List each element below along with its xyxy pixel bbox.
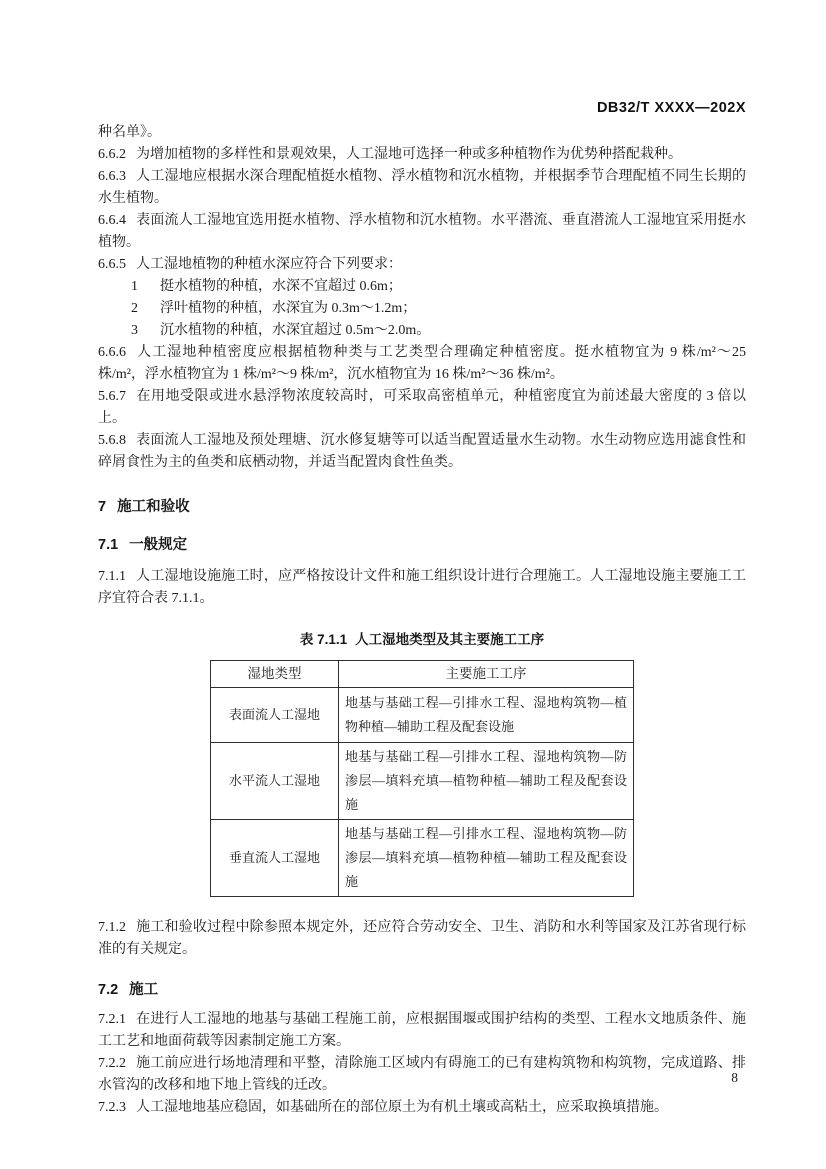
clause-7-2-3 xyxy=(98,1097,746,1119)
section-title: 施工和验收 xyxy=(117,499,190,515)
clause-text: 人工湿地植物的种植水深应符合下列要求： xyxy=(136,257,402,272)
clause-text: 在用地受限或进水悬浮物浓度较高时，可采取高密植单元，种植密度宜为前述最大密度的 3 倍以上。 xyxy=(98,389,746,426)
clause-text: 表面流人工湿地及预处理塘、沉水修复塘等可以适当配置适量水生动物。水生动物应选用滤食性和碎屑食性为主的鱼类和底栖动物，并适当配置肉食性鱼类。 xyxy=(98,433,746,470)
list-item-3 xyxy=(131,320,746,342)
clause-7-1-1 xyxy=(98,566,746,610)
section-number: 7 xyxy=(98,499,107,515)
clause-6-6-6 xyxy=(98,342,746,386)
clause-7-2-2 xyxy=(98,1053,746,1097)
table-caption-label: 表 7.1.1 xyxy=(299,632,348,647)
subsection-heading-7-2 xyxy=(98,979,746,1001)
clause-text: 人工湿地地基应稳固，如基础所在的部位原土为有机土壤或高粘土，应采取换填措施。 xyxy=(136,1100,668,1115)
clause-text: 施工前应进行场地清理和平整，清除施工区域内有碍施工的已有建构筑物和构筑物，完成道路、排水管沟的改移和地下地上管线的迁改。 xyxy=(98,1056,746,1093)
cell-main-process: 地基与基础工程—引排水工程、湿地构筑物—防渗层—填料充填—植物种植—辅助工程及配套设施 xyxy=(339,820,634,897)
cell-main-process: 地基与基础工程—引排水工程、湿地构筑物—防渗层—填料充填—植物种植—辅助工程及配套设施 xyxy=(339,743,634,820)
list-item-number: 3 xyxy=(131,323,138,338)
clause-5-6-7 xyxy=(98,386,746,430)
clause-text: 表面流人工湿地宜选用挺水植物、浮水植物和沉水植物。水平潜流、垂直潜流人工湿地宜采用挺水植物。 xyxy=(98,213,746,250)
subsection-number: 7.1 xyxy=(98,537,119,553)
clause-number: 7.2.3 xyxy=(98,1100,126,1115)
clause-text: 施工和验收过程中除参照本规定外，还应符合劳动安全、卫生、消防和水利等国家及江苏省现行标准的有关规定。 xyxy=(98,920,746,957)
clause-number: 5.6.8 xyxy=(98,433,126,448)
clause-number: 7.1.1 xyxy=(98,569,126,584)
clause-7-1-2 xyxy=(98,917,746,961)
cell-wetland-type: 水平流人工湿地 xyxy=(211,743,339,820)
clause-number: 6.6.6 xyxy=(98,345,126,360)
clause-6-6-4 xyxy=(98,210,746,254)
clause-6-6-2 xyxy=(98,144,746,166)
clause-text: 在进行人工湿地的地基与基础工程施工前，应根据围堰或围护结构的类型、工程水文地质条件、施工工艺和地面荷载等因素制定施工方案。 xyxy=(98,1012,746,1049)
list-item-number: 1 xyxy=(131,279,138,294)
clause-text: 人工湿地种植密度应根据植物种类与工艺类型合理确定种植密度。挺水植物宜为 9 株/m²～25 株/m²，浮水植物宜为 1 株/m²～9 株/m²，沉水植物宜为 16 株/m²～36 株/m²。 xyxy=(98,345,746,382)
list-item-text: 沉水植物的种植，水深宜超过 0.5m～2.0m。 xyxy=(160,323,431,338)
clause-6-6-3 xyxy=(98,166,746,210)
clause-5-6-8 xyxy=(98,430,746,474)
subsection-heading-7-1 xyxy=(98,534,746,556)
list-item-1 xyxy=(131,276,746,298)
column-header-main-process: 主要施工工序 xyxy=(339,661,634,688)
clause-number: 5.6.7 xyxy=(98,389,126,404)
table-caption xyxy=(98,629,746,651)
clause-number: 6.6.2 xyxy=(98,147,126,162)
list-item-number: 2 xyxy=(131,301,138,316)
section-heading-7 xyxy=(98,496,746,518)
clause-number: 7.2.2 xyxy=(98,1056,126,1071)
table-header-row xyxy=(211,661,634,688)
clause-text: 人工湿地应根据水深合理配植挺水植物、浮水植物和沉水植物，并根据季节合理配植不同生长期的水生植物。 xyxy=(98,169,746,206)
paragraph-text: 种名单》。 xyxy=(98,125,161,140)
clause-text: 为增加植物的多样性和景观效果，人工湿地可选择一种或多种植物作为优势种搭配栽种。 xyxy=(136,147,682,162)
clause-number: 7.1.2 xyxy=(98,920,126,935)
clause-number: 6.6.5 xyxy=(98,257,126,272)
list-item-text: 浮叶植物的种植，水深宜为 0.3m～1.2m； xyxy=(160,301,417,316)
list-item-2 xyxy=(131,298,746,320)
subsection-title: 施工 xyxy=(129,982,159,998)
column-header-wetland-type: 湿地类型 xyxy=(211,661,339,688)
paragraph-continuation xyxy=(98,122,746,144)
clause-6-6-5 xyxy=(98,254,746,276)
clause-text: 人工湿地设施施工时，应严格按设计文件和施工组织设计进行合理施工。人工湿地设施主要施工工序宜符合表 7.1.1。 xyxy=(98,569,746,606)
cell-wetland-type: 表面流人工湿地 xyxy=(211,688,339,743)
clause-number: 6.6.3 xyxy=(98,169,126,184)
clause-number: 7.2.1 xyxy=(98,1012,126,1027)
subsection-title: 一般规定 xyxy=(129,537,188,553)
cell-wetland-type: 垂直流人工湿地 xyxy=(211,820,339,897)
cell-main-process: 地基与基础工程—引排水工程、湿地构筑物—植物种植—辅助工程及配套设施 xyxy=(339,688,634,743)
page-number: 8 xyxy=(731,1070,738,1085)
clause-7-2-1 xyxy=(98,1009,746,1053)
table-row xyxy=(211,820,634,897)
subsection-number: 7.2 xyxy=(98,982,119,998)
table-caption-title: 人工湿地类型及其主要施工工序 xyxy=(355,632,545,647)
clause-number: 6.6.4 xyxy=(98,213,126,228)
construction-procedure-table xyxy=(210,660,634,897)
table-row xyxy=(211,743,634,820)
list-item-text: 挺水植物的种植，水深不宜超过 0.6m； xyxy=(160,279,402,294)
doc-code-header: DB32/T XXXX—202X xyxy=(596,100,746,116)
table-row xyxy=(211,688,634,743)
